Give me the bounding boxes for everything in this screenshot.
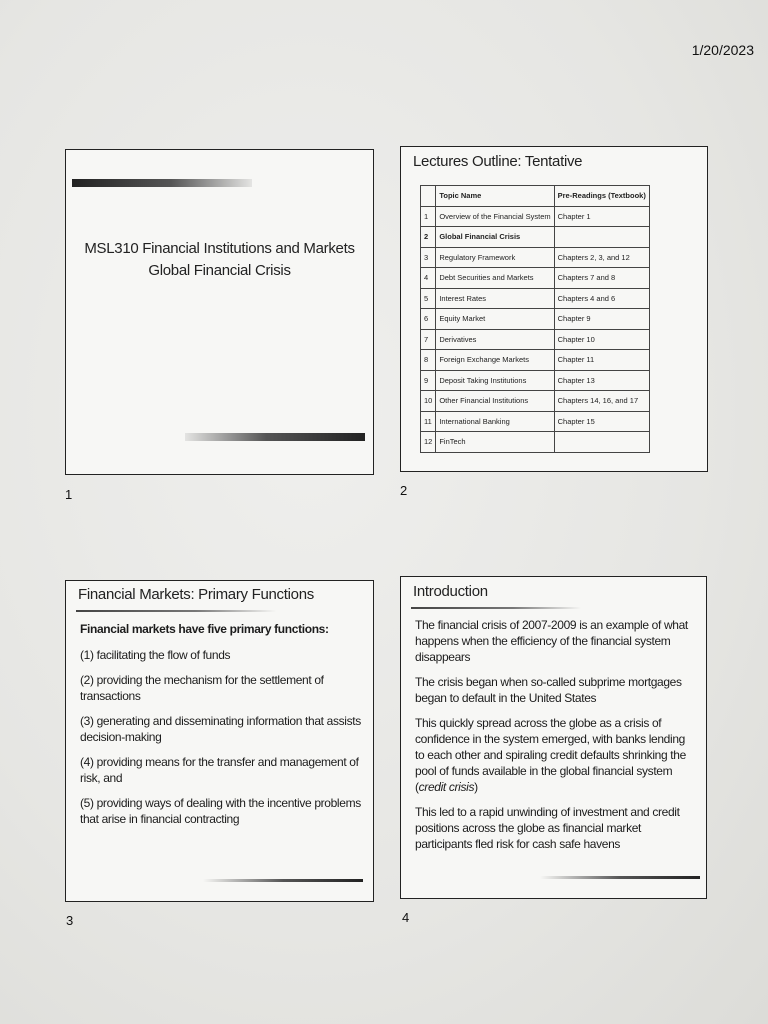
table-cell-topic: Other Financial Institutions bbox=[436, 391, 554, 412]
table-row bbox=[421, 268, 650, 289]
table-header-row bbox=[421, 186, 650, 207]
slide-4 bbox=[400, 576, 707, 899]
table-cell-readings: Chapter 13 bbox=[554, 370, 649, 391]
primary-function-item: (1) facilitating the flow of funds bbox=[80, 648, 231, 662]
primary-function-item: (4) providing means for the transfer and management of risk, and bbox=[80, 755, 359, 785]
table-header-number bbox=[421, 186, 436, 207]
slide-1-bottom-bar bbox=[185, 433, 365, 441]
table-cell-number: 12 bbox=[421, 432, 436, 453]
table-cell-topic: Debt Securities and Markets bbox=[436, 268, 554, 289]
table-cell-readings bbox=[554, 432, 649, 453]
slide-4-title-underline bbox=[411, 607, 581, 609]
slide-1 bbox=[65, 149, 374, 475]
slide-number-3: 3 bbox=[66, 913, 74, 928]
table-cell-topic: International Banking bbox=[436, 411, 554, 432]
intro-paragraph: The crisis began when so-called subprime mortgages began to default in the United States bbox=[415, 675, 682, 705]
table-cell-readings: Chapters 2, 3, and 12 bbox=[554, 247, 649, 268]
intro-paragraph-end: ) bbox=[474, 780, 478, 794]
table-row bbox=[421, 411, 650, 432]
table-row bbox=[421, 227, 650, 248]
slide-2 bbox=[400, 146, 708, 472]
table-cell-number: 2 bbox=[421, 227, 436, 248]
table-cell-readings: Chapter 1 bbox=[554, 206, 649, 227]
primary-functions-lead: Financial markets have five primary functions: bbox=[80, 622, 329, 636]
intro-paragraph: This led to a rapid unwinding of investment and credit positions across the globe as financial market participants fled risk for cash safe havens bbox=[415, 805, 680, 851]
table-row bbox=[421, 329, 650, 350]
intro-paragraph-text: This quickly spread across the globe as a crisis of confidence in the system emerged, with banks lending to each other and spiraling credit defaults shrinking the pool of funds available in the global financial system ( bbox=[415, 716, 686, 794]
table-row bbox=[421, 247, 650, 268]
table-cell-number: 7 bbox=[421, 329, 436, 350]
slide-number-4: 4 bbox=[402, 910, 410, 925]
primary-function-item: (5) providing ways of dealing with the incentive problems that arise in financial contracting bbox=[80, 796, 361, 826]
slide-3-bottom-bar bbox=[203, 879, 363, 882]
table-cell-readings: Chapters 14, 16, and 17 bbox=[554, 391, 649, 412]
table-cell-topic: Derivatives bbox=[436, 329, 554, 350]
table-cell-readings: Chapters 7 and 8 bbox=[554, 268, 649, 289]
table-cell-number: 8 bbox=[421, 350, 436, 371]
table-row bbox=[421, 350, 650, 371]
table-cell-readings: Chapters 4 and 6 bbox=[554, 288, 649, 309]
table-cell-topic: Interest Rates bbox=[436, 288, 554, 309]
table-cell-topic: Regulatory Framework bbox=[436, 247, 554, 268]
table-row bbox=[421, 432, 650, 453]
slide-number-1: 1 bbox=[65, 487, 73, 502]
table-cell-number: 11 bbox=[421, 411, 436, 432]
table-header-readings: Pre-Readings (Textbook) bbox=[554, 186, 649, 207]
slide-number-2: 2 bbox=[400, 483, 408, 498]
slide-3 bbox=[65, 580, 374, 902]
table-row bbox=[421, 206, 650, 227]
page-date: 1/20/2023 bbox=[691, 42, 754, 58]
primary-function-item: (2) providing the mechanism for the settlement of transactions bbox=[80, 673, 324, 703]
table-row bbox=[421, 391, 650, 412]
credit-crisis-term: credit crisis bbox=[418, 780, 475, 794]
slide-1-title-line-1: MSL310 Financial Institutions and Markets bbox=[84, 240, 355, 257]
table-row bbox=[421, 309, 650, 330]
table-cell-readings bbox=[554, 227, 649, 248]
table-cell-topic: Global Financial Crisis bbox=[436, 227, 554, 248]
intro-paragraph: The financial crisis of 2007-2009 is an example of what happens when the efficiency of the financial system disappears bbox=[415, 618, 688, 664]
table-cell-number: 4 bbox=[421, 268, 436, 289]
table-cell-readings: Chapter 9 bbox=[554, 309, 649, 330]
slide-3-title: Financial Markets: Primary Functions bbox=[78, 586, 314, 603]
table-row bbox=[421, 370, 650, 391]
table-cell-topic: FinTech bbox=[436, 432, 554, 453]
table-cell-number: 5 bbox=[421, 288, 436, 309]
slide-4-title: Introduction bbox=[413, 583, 488, 600]
table-cell-topic: Foreign Exchange Markets bbox=[436, 350, 554, 371]
primary-function-item: (3) generating and disseminating information that assists decision-making bbox=[80, 714, 361, 744]
table-cell-number: 6 bbox=[421, 309, 436, 330]
slide-4-body bbox=[415, 617, 697, 861]
table-cell-topic: Deposit Taking Institutions bbox=[436, 370, 554, 391]
intro-paragraph-credit-crisis bbox=[415, 715, 697, 795]
slide-3-title-underline bbox=[76, 610, 276, 612]
table-cell-readings: Chapter 15 bbox=[554, 411, 649, 432]
table-header-topic: Topic Name bbox=[436, 186, 554, 207]
table-row bbox=[421, 288, 650, 309]
table-cell-number: 1 bbox=[421, 206, 436, 227]
slide-3-body bbox=[80, 621, 365, 836]
table-cell-readings: Chapter 11 bbox=[554, 350, 649, 371]
lectures-outline-table bbox=[420, 185, 650, 453]
slide-1-top-bar bbox=[72, 179, 252, 187]
table-cell-number: 3 bbox=[421, 247, 436, 268]
table-cell-readings: Chapter 10 bbox=[554, 329, 649, 350]
slide-4-bottom-bar bbox=[540, 876, 700, 879]
table-cell-topic: Overview of the Financial System bbox=[436, 206, 554, 227]
table-cell-number: 9 bbox=[421, 370, 436, 391]
slide-1-title-line-2: Global Financial Crisis bbox=[148, 262, 291, 279]
table-cell-topic: Equity Market bbox=[436, 309, 554, 330]
table-cell-number: 10 bbox=[421, 391, 436, 412]
slide-2-title: Lectures Outline: Tentative bbox=[413, 153, 583, 170]
